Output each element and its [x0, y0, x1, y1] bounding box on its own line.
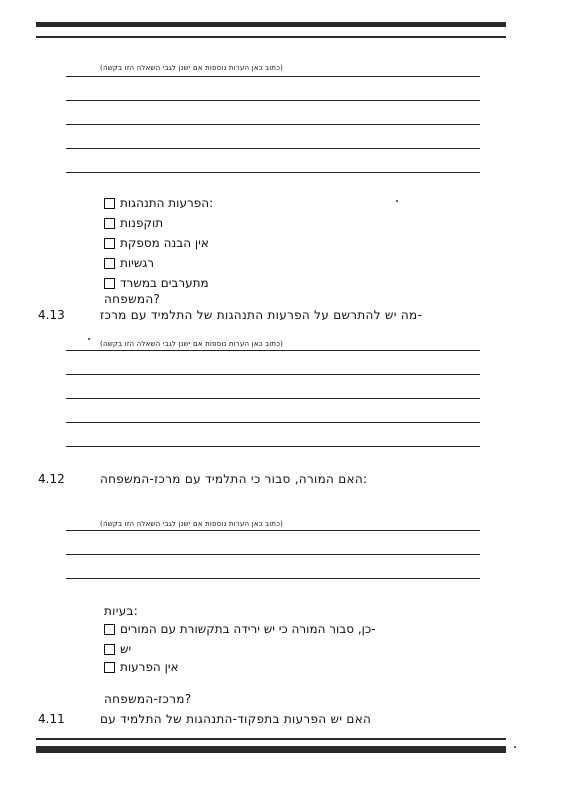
checkbox[interactable] — [104, 258, 115, 269]
question-4-13-line2: המשפחה? — [104, 292, 161, 306]
checkbox[interactable] — [104, 662, 115, 673]
option-label: רגשיות — [120, 256, 155, 270]
question-4-11-intro: בעיות: — [104, 604, 139, 618]
checkbox[interactable] — [104, 644, 115, 655]
question-4-11-line2: מרכז-המשפחה? — [104, 692, 192, 706]
answer-line[interactable] — [66, 100, 480, 101]
bottom-bar-thin — [36, 738, 506, 740]
notes-hint: (כתוב כאן הערות נוספות אם ישנן לגבי השאלה הזו בקשה) — [100, 520, 284, 528]
checkbox[interactable] — [104, 198, 115, 209]
top-bar — [36, 22, 506, 27]
question-4-12-text: האם המורה, סבור כי התלמיד עם מרכז-המשפחה: — [100, 472, 368, 486]
answer-line[interactable] — [66, 124, 480, 125]
question-4-13-line1: מה יש להתרשם על הפרעות התנהגות של התלמיד עם מרכז- — [100, 308, 423, 322]
answer-line[interactable] — [66, 172, 480, 173]
answer-line[interactable] — [66, 148, 480, 149]
answer-line[interactable] — [66, 374, 480, 375]
scan-speck — [396, 200, 398, 202]
answer-line[interactable] — [66, 76, 480, 77]
top-bar-thin — [36, 36, 506, 38]
option-aggression[interactable] — [104, 216, 163, 230]
option-label: מתערבים במשרד — [120, 276, 209, 290]
answer-line[interactable] — [66, 530, 480, 531]
scan-speck — [514, 746, 516, 748]
option-label: אין הבנה מספקת — [120, 236, 209, 250]
option-behavior-disorders[interactable] — [104, 196, 213, 210]
answer-line[interactable] — [66, 446, 480, 447]
option-office[interactable] — [104, 276, 209, 290]
option-yes[interactable] — [104, 642, 131, 656]
scan-speck — [88, 338, 90, 340]
checkbox[interactable] — [104, 624, 115, 635]
option-label: תוקפנות — [120, 216, 164, 230]
option-emotional[interactable] — [104, 256, 154, 270]
question-4-11-line1: האם יש הפרעות בתפקוד-התנהגות של התלמיד עם — [100, 712, 372, 726]
option-label: כן, סבור המורה כי יש ירידה בתקשורת עם המורים- — [120, 622, 376, 636]
checkbox[interactable] — [104, 218, 115, 229]
checkbox[interactable] — [104, 238, 115, 249]
answer-line[interactable] — [66, 554, 480, 555]
answer-line[interactable] — [66, 422, 480, 423]
answer-line[interactable] — [66, 398, 480, 399]
notes-hint: (כתוב כאן הערות נוספות אם ישנן לגבי השאלה הזו בקשה) — [100, 340, 284, 348]
notes-hint: (כתוב כאן הערות נוספות אם ישנן לגבי השאלה הזו בקשה) — [100, 64, 284, 72]
checkbox[interactable] — [104, 278, 115, 289]
option-label: יש — [120, 642, 132, 656]
answer-line[interactable] — [66, 578, 480, 579]
option-teacher-believes[interactable] — [104, 622, 376, 636]
option-no-disorders[interactable] — [104, 660, 179, 674]
question-4-12-number: 4.12 — [38, 472, 65, 486]
answer-line[interactable] — [66, 350, 480, 351]
option-label: אין הפרעות — [120, 660, 179, 674]
question-4-11-number: 4.11 — [38, 712, 65, 726]
option-lack-understanding[interactable] — [104, 236, 209, 250]
option-label: הפרעות התנהגות: — [120, 196, 214, 210]
question-4-13-number: 4.13 — [38, 308, 65, 322]
bottom-bar — [36, 746, 506, 753]
